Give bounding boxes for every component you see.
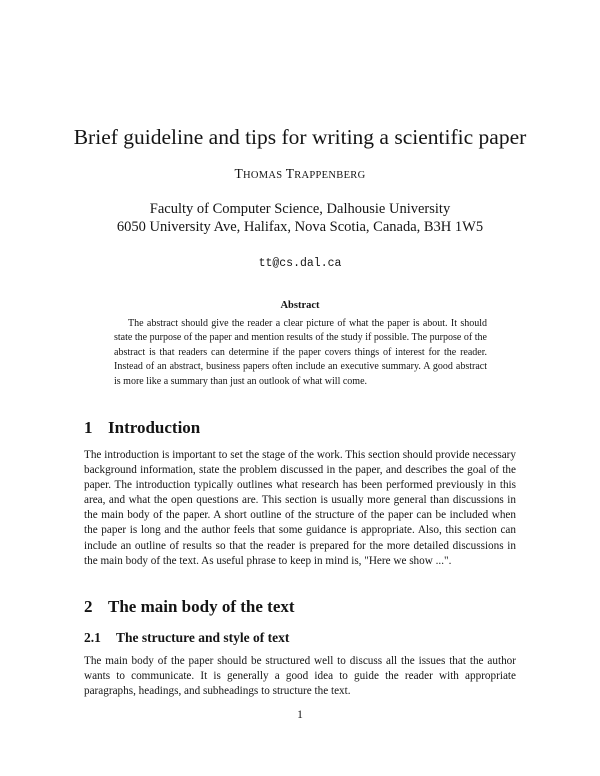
subsection-heading-structure xyxy=(84,630,289,646)
subsection-title: The structure and style of text xyxy=(116,630,290,645)
author-first-initial: T xyxy=(234,166,243,181)
introduction-paragraph: The introduction is important to set the stage of the work. This section should provide necessary background information, state the problem discussed in the paper, and describes the goal of the paper. The introduction typically outlines what research has been performed previously in this area, and what the open questions are. This section is usually more general than discussions in the main body of the paper. A short outline of the structure of the paper can be included when the paper is long and the author feels that some guidance is appropriate. Also, this section can include an outline of results so that the reader is prepared for the more detailed discussions in the main body of the text. As useful phrase to keep in mind is, "Here we show ...". xyxy=(84,449,516,567)
section-title: Introduction xyxy=(108,418,201,437)
subsection-number: 2.1 xyxy=(84,630,101,645)
abstract-heading: Abstract xyxy=(280,300,320,311)
section-heading-main-body xyxy=(84,597,295,617)
section-title: The main body of the text xyxy=(108,597,295,616)
section-number: 1 xyxy=(84,418,93,437)
author-email: tt@cs.dal.ca xyxy=(258,257,342,270)
affiliation xyxy=(0,200,600,236)
section-heading-introduction xyxy=(84,418,200,438)
author-name xyxy=(0,166,600,182)
affiliation-line-1: Faculty of Computer Science, Dalhousie University xyxy=(149,201,451,217)
author-first-rest: HOMAS xyxy=(242,170,283,181)
affiliation-line-2: 6050 University Ave, Halifax, Nova Scotia, Canada, B3H 1W5 xyxy=(116,219,484,235)
abstract-text: The abstract should give the reader a clear picture of what the paper is about. It should state the purpose of the paper and mention results of the study if possible. The purpose of the abstract is that readers can determine if the paper covers things of interest for the reader. Instead of an abstract, business papers often include an executive summary. A good abstract is more like a summary than just an outlook of what will come. xyxy=(114,318,487,387)
author-last-rest: RAPPENBERG xyxy=(294,170,366,181)
structure-paragraph: The main body of the paper should be structured well to discuss all the issues that the author wants to communicate. It is generally a good idea to guide the reader with appropriate paragraphs, headings, and subheadings to structure the text. xyxy=(84,655,516,698)
page-number: 1 xyxy=(297,709,303,721)
author-last-initial: T xyxy=(285,166,295,181)
section-number: 2 xyxy=(84,597,93,616)
paper-title: Brief guideline and tips for writing a scientific paper xyxy=(73,125,527,149)
